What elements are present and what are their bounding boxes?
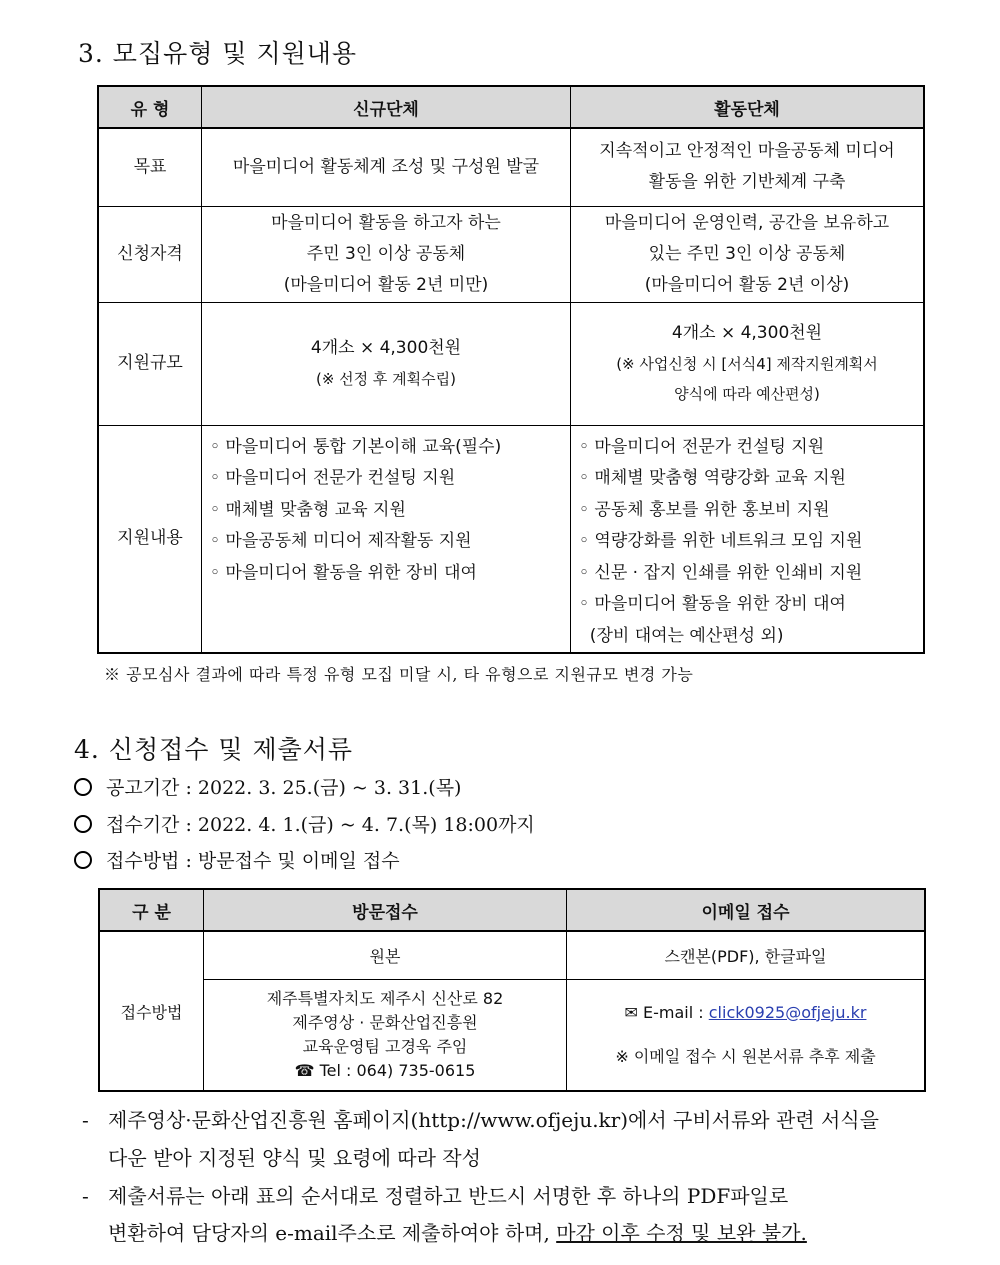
- table-row-eligibility: [98, 206, 924, 302]
- circle-bullet-icon: [74, 851, 92, 869]
- scale-active-main: 4개소 × 4,300천원: [671, 323, 823, 343]
- dash-marker: -: [82, 1184, 89, 1208]
- list-item: ◦ 매체별 맞춤형 역량강화 교육 지원: [579, 468, 846, 488]
- email-prefix: ✉ E-mail :: [624, 1002, 709, 1022]
- scale-new-main: 4개소 × 4,300천원: [310, 338, 462, 358]
- goal-active: [571, 128, 925, 206]
- eligibility-new-line: (마을미디어 활동 2년 미만): [283, 274, 489, 295]
- list-item: ◦ 마을미디어 통합 기본이해 교육(필수): [210, 436, 502, 457]
- section3-footnote: ※ 공모심사 결과에 따라 특정 유형 모집 미달 시, 타 유형으로 지원규모 변경 가능: [104, 665, 694, 684]
- list-item: ◦ 마을미디어 활동을 위한 장비 대여: [579, 594, 846, 614]
- note-text: 제주영상·문화산업진흥원 홈페이지(http://www.ofjeju.kr)에서 구비서류와 관련 서식을: [108, 1108, 879, 1132]
- list-item: ◦ 신문 · 잡지 인쇄를 위한 인쇄비 지원: [579, 562, 863, 583]
- table-header-row: [98, 86, 924, 128]
- email-doc: 스캔본(PDF), 한글파일: [567, 931, 926, 979]
- table-row-contact: [99, 979, 925, 1091]
- address-line: 제주영상 · 문화산업진흥원: [292, 1012, 478, 1032]
- section4-title: 4. 신청접수 및 제출서류: [74, 735, 354, 764]
- bullet-text: 공고기간 : 2022. 3. 25.(금) ~ 3. 31.(목): [106, 777, 462, 799]
- row-label-goal: 목표: [98, 128, 202, 206]
- circle-bullet-icon: [74, 815, 92, 833]
- header-new-group: 신규단체: [202, 86, 571, 128]
- dash-marker: -: [82, 1108, 89, 1132]
- bullet-receipt-period: [74, 810, 535, 837]
- section3-title: 3. 모집유형 및 지원내용: [78, 39, 358, 68]
- eligibility-active-line: 마을미디어 운영인력, 공간을 보유하고: [604, 212, 890, 233]
- header-active-group: 활동단체: [571, 86, 925, 128]
- note2-line1: [82, 1180, 788, 1209]
- scale-active: [571, 302, 925, 425]
- bullet-announce-period: [74, 773, 461, 800]
- bullet-text: 접수기간 : 2022. 4. 1.(금) ~ 4. 7.(목) 18:00까지: [106, 814, 535, 836]
- table-header-row: [99, 889, 925, 931]
- table-row-goal: [98, 128, 924, 206]
- list-item: ◦ 매체별 맞춤형 교육 지원: [210, 499, 406, 520]
- row-label-method: 접수방법: [99, 931, 204, 1091]
- scale-active-note-line: (※ 사업신청 시 [서식4] 제작지원계획서: [616, 355, 878, 373]
- phone-line: ☎ Tel : 064) 735-0615: [294, 1060, 476, 1080]
- eligibility-new-line: 주민 3인 이상 공동체: [306, 243, 466, 264]
- goal-active-line: 지속적이고 안정적인 마을공동체 미디어: [599, 141, 895, 162]
- note-emphasis: 마감 이후 수정 및 보완 불가.: [556, 1221, 807, 1245]
- header-type: 유 형: [98, 86, 202, 128]
- note2-line2: [82, 1217, 807, 1246]
- eligibility-active-line: (마을미디어 활동 2년 이상): [644, 274, 850, 295]
- table-row-scale: [98, 302, 924, 425]
- row-label-content: 지원내용: [98, 425, 202, 653]
- goal-new: 마을미디어 활동체계 조성 및 구성원 발굴: [202, 128, 571, 206]
- list-item: ◦ 역량강화를 위한 네트워크 모임 지원: [579, 531, 863, 551]
- email-link[interactable]: click0925@ofjeju.kr: [708, 1002, 867, 1022]
- scale-new: [202, 302, 571, 425]
- note1-line2: [82, 1142, 481, 1171]
- list-item: ◦ 마을미디어 활동을 위한 장비 대여: [210, 562, 477, 583]
- content-active: [571, 425, 925, 653]
- bullet-text: 접수방법 : 방문접수 및 이메일 접수: [106, 850, 400, 872]
- row-label-scale: 지원규모: [98, 302, 202, 425]
- goal-active-line: 활동을 위한 기반체계 구축: [648, 172, 846, 193]
- submission-table: [98, 888, 926, 1092]
- bullet-receipt-method: [74, 846, 400, 873]
- row-label-eligibility: 신청자격: [98, 206, 202, 302]
- eligibility-active: [571, 206, 925, 302]
- note-text: 다운 받아 지정된 양식 및 요령에 따라 작성: [108, 1146, 481, 1170]
- table-row-docs: [99, 931, 925, 979]
- email-contact: [567, 979, 926, 1091]
- list-item: ◦ 마을미디어 전문가 컨설팅 지원: [210, 468, 456, 488]
- address-line: 제주특별자치도 제주시 신산로 82: [266, 988, 504, 1008]
- list-item: (장비 대여는 예산편성 외): [579, 625, 784, 646]
- list-item: ◦ 마을공동체 미디어 제작활동 지원: [210, 531, 472, 551]
- eligibility-active-line: 있는 주민 3인 이상 공동체: [648, 243, 846, 264]
- address-line: 교육운영팀 고경욱 주임: [302, 1036, 468, 1056]
- email-line: [567, 999, 924, 1027]
- content-new: [202, 425, 571, 653]
- note1-line1: [82, 1104, 879, 1133]
- eligibility-new: [202, 206, 571, 302]
- note-text: 변환하여 담당자의 e-mail주소로 제출하여야 하며,: [108, 1221, 557, 1245]
- table-row-content: [98, 425, 924, 653]
- list-item: ◦ 마을미디어 전문가 컨설팅 지원: [579, 436, 825, 457]
- scale-active-note-line: 양식에 따라 예산편성): [674, 385, 820, 403]
- header-email: 이메일 접수: [567, 889, 926, 931]
- email-note: ※ 이메일 접수 시 원본서류 추후 제출: [615, 1046, 876, 1066]
- list-item: ◦ 공동체 홍보를 위한 홍보비 지원: [579, 499, 830, 520]
- scale-new-note: (※ 선정 후 계획수립): [315, 370, 456, 388]
- recruitment-table: [97, 85, 925, 654]
- header-division: 구 분: [99, 889, 204, 931]
- circle-bullet-icon: [74, 778, 92, 796]
- note-text: 제출서류는 아래 표의 순서대로 정렬하고 반드시 서명한 후 하나의 PDF파일로: [108, 1184, 789, 1208]
- header-visit: 방문접수: [204, 889, 567, 931]
- visit-doc: 원본: [204, 931, 567, 979]
- visit-address: [204, 979, 567, 1091]
- eligibility-new-line: 마을미디어 활동을 하고자 하는: [271, 212, 501, 233]
